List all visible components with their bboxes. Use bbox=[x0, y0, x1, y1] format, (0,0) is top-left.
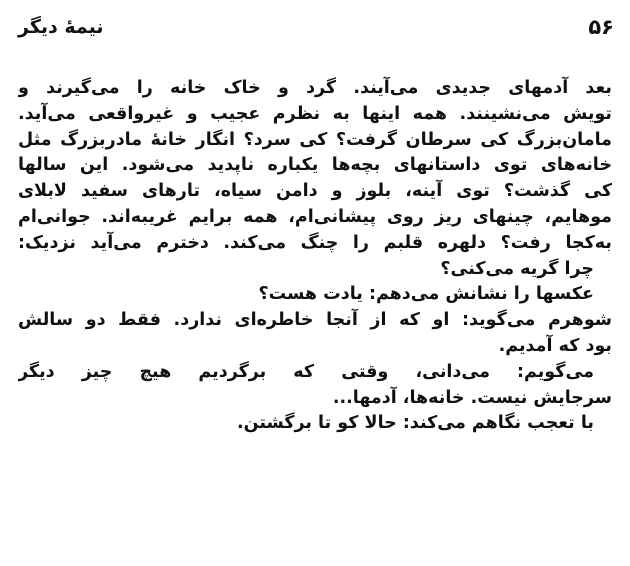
text-line: سرجایش نیست. خانه‌ها، آدمها... bbox=[332, 387, 612, 408]
page-number: ۵۶ bbox=[588, 15, 614, 39]
dialogue-line: با تعجب نگاهم می‌کند: حالا کو تا برگشتن. bbox=[236, 413, 594, 434]
text-line: تویش می‌نشینند. همه اینها به نظرم عجیب و غیرواقعی می‌آید. bbox=[18, 103, 612, 124]
text-line: کی گذشت؟ توی آینه، بلوز و دامن سیاه، تارهای سفید لابلای bbox=[18, 181, 612, 202]
chapter-title: نیمهٔ دیگر bbox=[18, 16, 104, 38]
body-text bbox=[18, 76, 612, 437]
dialogue-line: عکسها را نشانش می‌دهم: یادت هست؟ bbox=[258, 284, 594, 305]
text-line: به‌کجا رفت؟ دلهره قلبم را چنگ می‌کند. دخترم می‌آید نزدیک: bbox=[18, 232, 612, 253]
dialogue-line: می‌گویم: می‌دانی، وقتی که برگردیم هیچ چیز دیگر bbox=[18, 361, 594, 382]
text-line: شوهرم می‌گوید: او که از آنجا خاطره‌ای ندارد. فقط دو سالش bbox=[18, 310, 612, 331]
text-line: خانه‌های توی داستانهای بچه‌ها یکباره ناپدید می‌شود. این سالها bbox=[18, 155, 612, 176]
text-line: مامان‌بزرگ کی سرطان گرفت؟ کی سرد؟ انگار خانهٔ مادربزرگ مثل bbox=[18, 129, 612, 150]
text-line: بعد آدمهای جدیدی می‌آیند. گرد و خاک خانه را می‌گیرند و bbox=[18, 78, 612, 98]
page-header bbox=[18, 12, 614, 42]
text-line: موهایم، چینهای ریز روی پیشانی‌ام، همه برایم غریبه‌اند. جوانی‌ام bbox=[18, 206, 612, 227]
text-line: بود که آمدیم. bbox=[498, 335, 612, 356]
dialogue-line: چرا گریه می‌کنی؟ bbox=[440, 258, 594, 279]
